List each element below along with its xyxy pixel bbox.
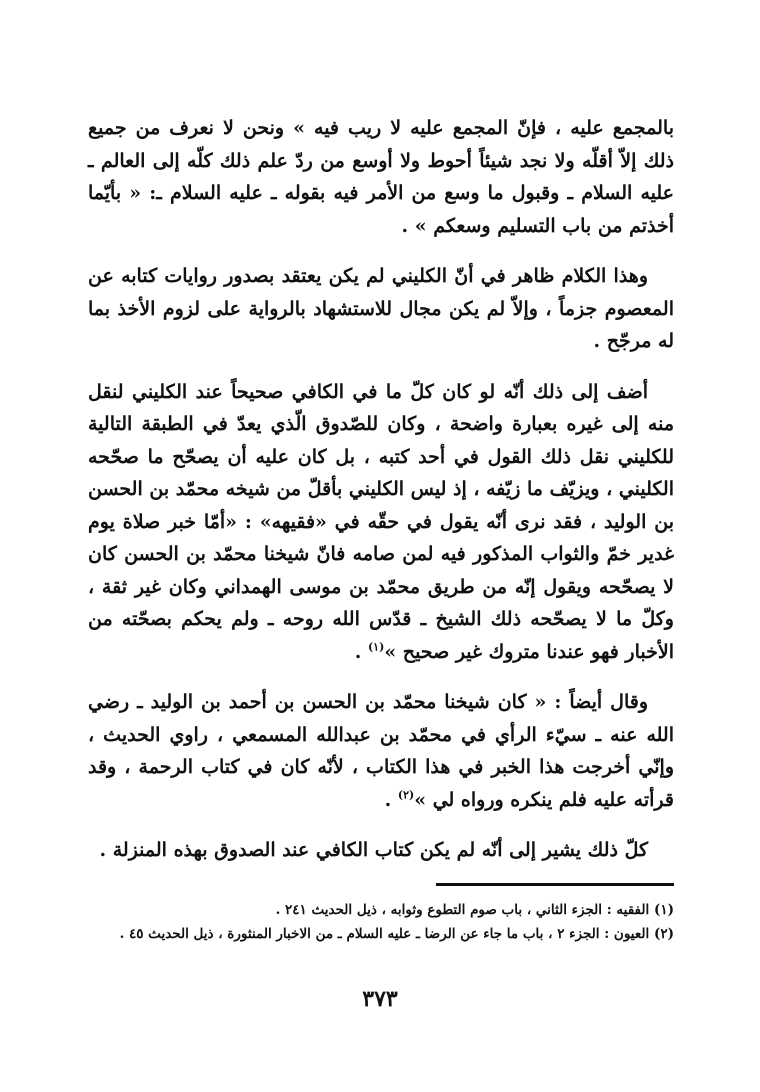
paragraph-4 bbox=[88, 686, 674, 816]
paragraph-4-end: . bbox=[384, 788, 398, 811]
footnote-1: (١) الفقيه : الجزء الثاني ، باب صوم التطوع وثوابه ، ذيل الحديث ٢٤١ . bbox=[275, 902, 674, 918]
paragraph-2-text: وهذا الكلام ظاهر في أنّ الكليني لم يكن يعتقد بصدور روايات كتابه عن المعصوم جزماً ، وإلاّ لم يكن مجال للاستشهاد بالرواية على لزوم الأخذ بما له مرجّح . bbox=[88, 265, 674, 352]
paragraph-3-text: أضف إلى ذلك أنّه لو كان كلّ ما في الكافي صحيحاً عند الكليني لنقل منه إلى غيره بعبارة واضحة ، وكان للصّدوق الّذي يعدّ في الطبقة التالية للكليني نقل ذلك القول في أحد كتبه ، بل كان عليه أن يصحّح ما صحّحه الكليني ، ويزيّف ما زيّفه ، إذ ليس الكليني بأقلّ من شيخه محمّد بن الحسن بن الوليد ، فقد نرى أنّه يقول في حقّه في «فقيهه» : «أمّا خبر صلاة يوم غدير خمّ والثواب المذكور فيه لمن صامه فانّ شيخنا محمّد بن الحسن كان لا يصحّحه ويقول إنّه من طريق محمّد بن موسى الهمداني وكان غير ثقة ، وكلّ ما لا يصحّحه ذلك الشيخ ـ قدّس الله روحه ـ ولم يحكم بصحّته من الأخبار فهو عندنا متروك غير صحيح » bbox=[88, 380, 674, 663]
page-number: ٣٧٣ bbox=[362, 986, 398, 1012]
paragraph-2 bbox=[88, 260, 674, 358]
paragraph-3-end: . bbox=[354, 640, 368, 663]
paragraph-4-text: وقال أيضاً : « كان شيخنا محمّد بن الحسن بن أحمد بن الوليد ـ رضي الله عنه ـ سيّء الرأي في محمّد بن عبدالله المسمعي ، راوي الحديث ، وإنّي أخرجت هذا الخبر في هذا الكتاب ، لأنّه كان في كتاب الرحمة ، وقد قرأته عليه فلم ينكره ورواه لي » bbox=[88, 691, 674, 811]
paragraph-5 bbox=[88, 834, 674, 867]
paragraph-5-text: كلّ ذلك يشير إلى أنّه لم يكن كتاب الكافي عند الصدوق بهذه المنزلة . bbox=[99, 839, 648, 861]
footnote-2: (٢) العيون : الجزء ٢ ، باب ما جاء عن الرضا ـ عليه السلام ـ من الاخبار المنثورة ، ذيل الحديث ٤٥ . bbox=[119, 926, 674, 942]
footnotes bbox=[88, 898, 674, 946]
footnote-ref-1: (١) bbox=[367, 640, 385, 654]
footnote-separator bbox=[436, 883, 674, 886]
footnote-ref-2: (٢) bbox=[397, 788, 415, 802]
body-text bbox=[88, 112, 674, 885]
paragraph-3 bbox=[88, 376, 674, 669]
paragraph-1-text: بالمجمع عليه ، فإنّ المجمع عليه لا ريب فيه » ونحن لا نعرف من جميع ذلك إلاّ أقلّه ولا نجد شيئاً أحوط ولا أوسع من ردّ علم ذلك كلّه إلى العالم ـ عليه السلام ـ وقبول ما وسع من الأمر فيه بقوله ـ عليه السلام ـ: « بأيّما أخذتم من باب التسليم وسعكم » . bbox=[88, 117, 674, 237]
paragraph-1 bbox=[88, 112, 674, 242]
